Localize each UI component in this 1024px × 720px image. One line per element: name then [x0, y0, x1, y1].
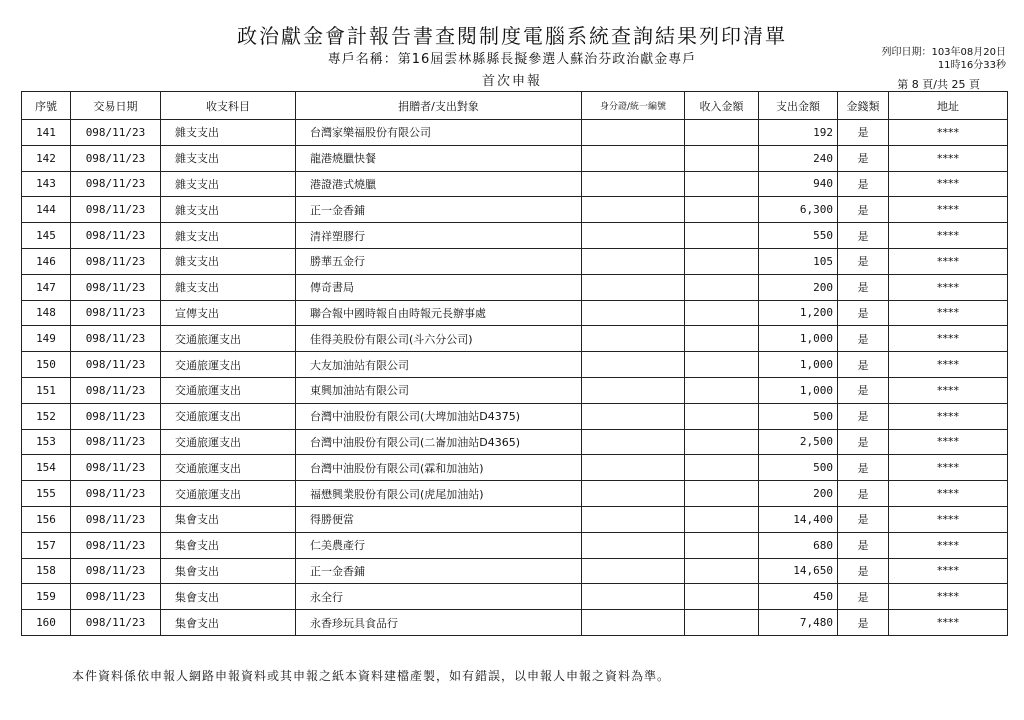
cell-money-type: 是: [838, 481, 889, 507]
cell-payee: 大友加油站有限公司: [296, 352, 582, 378]
cell-income: [685, 300, 759, 326]
cell-payee: 福懋興業股份有限公司(虎尾加油站): [296, 481, 582, 507]
cell-no: 141: [22, 120, 71, 146]
cell-date: 098/11/23: [71, 610, 161, 636]
cell-expense: 500: [759, 403, 838, 429]
cell-date: 098/11/23: [71, 455, 161, 481]
table-row: [22, 558, 1008, 584]
cell-income: [685, 481, 759, 507]
cell-id: [582, 377, 685, 403]
col-header-category: 收支科目: [161, 92, 296, 120]
cell-address: ****: [889, 610, 1008, 636]
cell-category: 交通旅運支出: [161, 429, 296, 455]
cell-category: 雜支支出: [161, 145, 296, 171]
cell-category: 宣傳支出: [161, 300, 296, 326]
cell-income: [685, 274, 759, 300]
cell-expense: 680: [759, 532, 838, 558]
cell-category: 雜支支出: [161, 120, 296, 146]
cell-payee: 台灣家樂福股份有限公司: [296, 120, 582, 146]
table-row: [22, 171, 1008, 197]
table-row: [22, 197, 1008, 223]
cell-money-type: 是: [838, 584, 889, 610]
cell-category: 交通旅運支出: [161, 403, 296, 429]
cell-address: ****: [889, 274, 1008, 300]
cell-id: [582, 584, 685, 610]
cell-no: 148: [22, 300, 71, 326]
cell-income: [685, 455, 759, 481]
cell-payee: 得勝便當: [296, 506, 582, 532]
table-row: [22, 352, 1008, 378]
transactions-table: [21, 91, 1008, 636]
cell-date: 098/11/23: [71, 506, 161, 532]
cell-id: [582, 120, 685, 146]
table-row: [22, 403, 1008, 429]
cell-expense: 1,000: [759, 326, 838, 352]
cell-income: [685, 248, 759, 274]
cell-date: 098/11/23: [71, 248, 161, 274]
cell-date: 098/11/23: [71, 197, 161, 223]
cell-category: 集會支出: [161, 532, 296, 558]
col-header-money-type: 金錢類: [838, 92, 889, 120]
cell-address: ****: [889, 120, 1008, 146]
table-header-row: [22, 92, 1008, 120]
cell-payee: 仁美農產行: [296, 532, 582, 558]
cell-no: 160: [22, 610, 71, 636]
cell-payee: 台灣中油股份有限公司(大埤加油站D4375): [296, 403, 582, 429]
print-date-line2: 11時16分33秒: [937, 60, 1006, 71]
cell-payee: 勝華五金行: [296, 248, 582, 274]
cell-id: [582, 532, 685, 558]
cell-category: 交通旅運支出: [161, 352, 296, 378]
cell-payee: 正一金香鋪: [296, 197, 582, 223]
cell-money-type: 是: [838, 403, 889, 429]
cell-no: 156: [22, 506, 71, 532]
cell-date: 098/11/23: [71, 532, 161, 558]
cell-no: 145: [22, 223, 71, 249]
cell-category: 雜支支出: [161, 171, 296, 197]
cell-expense: 192: [759, 120, 838, 146]
cell-address: ****: [889, 145, 1008, 171]
account-name: 專戶名稱：第16屆雲林縣縣長擬參選人蘇治芬政治獻金專戶: [327, 52, 697, 67]
cell-expense: 6,300: [759, 197, 838, 223]
cell-expense: 940: [759, 171, 838, 197]
cell-expense: 1,000: [759, 352, 838, 378]
col-header-id: 身分證/統一編號: [582, 92, 685, 120]
cell-id: [582, 455, 685, 481]
cell-address: ****: [889, 455, 1008, 481]
cell-no: 153: [22, 429, 71, 455]
cell-money-type: 是: [838, 197, 889, 223]
col-header-income: 收入金額: [685, 92, 759, 120]
cell-date: 098/11/23: [71, 558, 161, 584]
cell-payee: 聯合報中國時報自由時報元長辦事處: [296, 300, 582, 326]
cell-income: [685, 223, 759, 249]
cell-income: [685, 610, 759, 636]
cell-address: ****: [889, 197, 1008, 223]
cell-category: 交通旅運支出: [161, 377, 296, 403]
cell-money-type: 是: [838, 532, 889, 558]
cell-money-type: 是: [838, 506, 889, 532]
cell-id: [582, 352, 685, 378]
table-row: [22, 481, 1008, 507]
table-row: [22, 300, 1008, 326]
cell-payee: 佳得美股份有限公司(斗六分公司): [296, 326, 582, 352]
cell-income: [685, 120, 759, 146]
cell-money-type: 是: [838, 171, 889, 197]
col-header-no: 序號: [22, 92, 71, 120]
cell-expense: 500: [759, 455, 838, 481]
cell-expense: 105: [759, 248, 838, 274]
cell-category: 雜支支出: [161, 197, 296, 223]
col-header-date: 交易日期: [71, 92, 161, 120]
cell-expense: 7,480: [759, 610, 838, 636]
cell-income: [685, 584, 759, 610]
table-row: [22, 274, 1008, 300]
cell-address: ****: [889, 403, 1008, 429]
cell-money-type: 是: [838, 326, 889, 352]
cell-category: 雜支支出: [161, 223, 296, 249]
cell-address: ****: [889, 171, 1008, 197]
footer-note: 本件資料係依申報人網路申報資料或其申報之紙本資料建檔產製，如有錯誤，以申報人申報之資料為準。: [72, 669, 671, 683]
report-type: 首次申報: [481, 74, 542, 89]
cell-income: [685, 171, 759, 197]
cell-date: 098/11/23: [71, 377, 161, 403]
cell-income: [685, 506, 759, 532]
cell-money-type: 是: [838, 300, 889, 326]
cell-no: 157: [22, 532, 71, 558]
cell-income: [685, 352, 759, 378]
cell-income: [685, 532, 759, 558]
cell-money-type: 是: [838, 455, 889, 481]
cell-category: 雜支支出: [161, 248, 296, 274]
cell-money-type: 是: [838, 274, 889, 300]
col-header-payee: 捐贈者/支出對象: [296, 92, 582, 120]
cell-income: [685, 145, 759, 171]
cell-expense: 1,000: [759, 377, 838, 403]
cell-date: 098/11/23: [71, 223, 161, 249]
cell-expense: 450: [759, 584, 838, 610]
cell-address: ****: [889, 481, 1008, 507]
cell-payee: 傳奇書局: [296, 274, 582, 300]
cell-address: ****: [889, 532, 1008, 558]
cell-category: 雜支支出: [161, 274, 296, 300]
cell-money-type: 是: [838, 248, 889, 274]
cell-address: ****: [889, 248, 1008, 274]
cell-id: [582, 481, 685, 507]
cell-expense: 550: [759, 223, 838, 249]
cell-money-type: 是: [838, 223, 889, 249]
table-row: [22, 326, 1008, 352]
cell-payee: 永香珍玩具食品行: [296, 610, 582, 636]
table-row: [22, 610, 1008, 636]
cell-expense: 200: [759, 274, 838, 300]
print-date-line1: 列印日期：103年08月20日: [881, 47, 1006, 58]
cell-payee: 清祥塑膠行: [296, 223, 582, 249]
cell-no: 144: [22, 197, 71, 223]
cell-payee: 正一金香鋪: [296, 558, 582, 584]
table-row: [22, 532, 1008, 558]
cell-no: 152: [22, 403, 71, 429]
cell-date: 098/11/23: [71, 429, 161, 455]
cell-no: 151: [22, 377, 71, 403]
cell-address: ****: [889, 223, 1008, 249]
cell-category: 交通旅運支出: [161, 481, 296, 507]
cell-date: 098/11/23: [71, 403, 161, 429]
table-row: [22, 506, 1008, 532]
cell-address: ****: [889, 506, 1008, 532]
cell-no: 146: [22, 248, 71, 274]
cell-address: ****: [889, 584, 1008, 610]
cell-date: 098/11/23: [71, 481, 161, 507]
cell-id: [582, 223, 685, 249]
cell-payee: 東興加油站有限公司: [296, 377, 582, 403]
cell-id: [582, 145, 685, 171]
cell-income: [685, 403, 759, 429]
cell-no: 142: [22, 145, 71, 171]
cell-address: ****: [889, 300, 1008, 326]
cell-category: 交通旅運支出: [161, 455, 296, 481]
col-header-expense: 支出金額: [759, 92, 838, 120]
cell-expense: 200: [759, 481, 838, 507]
cell-money-type: 是: [838, 120, 889, 146]
cell-id: [582, 248, 685, 274]
table-row: [22, 429, 1008, 455]
cell-id: [582, 429, 685, 455]
cell-money-type: 是: [838, 352, 889, 378]
print-date: [881, 46, 1006, 72]
cell-no: 147: [22, 274, 71, 300]
cell-income: [685, 558, 759, 584]
cell-money-type: 是: [838, 558, 889, 584]
cell-address: ****: [889, 558, 1008, 584]
table-row: [22, 248, 1008, 274]
table-row: [22, 120, 1008, 146]
cell-category: 集會支出: [161, 506, 296, 532]
cell-no: 159: [22, 584, 71, 610]
cell-income: [685, 429, 759, 455]
page-info: 第 8 頁/共 25 頁: [897, 78, 980, 91]
cell-address: ****: [889, 352, 1008, 378]
cell-no: 149: [22, 326, 71, 352]
cell-no: 143: [22, 171, 71, 197]
cell-money-type: 是: [838, 145, 889, 171]
cell-payee: 龍港燒臘快餐: [296, 145, 582, 171]
cell-no: 158: [22, 558, 71, 584]
cell-no: 154: [22, 455, 71, 481]
cell-id: [582, 274, 685, 300]
cell-expense: 1,200: [759, 300, 838, 326]
cell-address: ****: [889, 377, 1008, 403]
cell-payee: 港證港式燒臘: [296, 171, 582, 197]
cell-id: [582, 610, 685, 636]
cell-category: 交通旅運支出: [161, 326, 296, 352]
table-row: [22, 455, 1008, 481]
cell-income: [685, 377, 759, 403]
cell-money-type: 是: [838, 377, 889, 403]
cell-income: [685, 326, 759, 352]
cell-address: ****: [889, 326, 1008, 352]
cell-address: ****: [889, 429, 1008, 455]
table-row: [22, 145, 1008, 171]
cell-date: 098/11/23: [71, 145, 161, 171]
cell-category: 集會支出: [161, 558, 296, 584]
cell-id: [582, 403, 685, 429]
cell-category: 集會支出: [161, 610, 296, 636]
table-row: [22, 223, 1008, 249]
cell-payee: 台灣中油股份有限公司(二崙加油站D4365): [296, 429, 582, 455]
cell-income: [685, 197, 759, 223]
cell-money-type: 是: [838, 429, 889, 455]
cell-date: 098/11/23: [71, 274, 161, 300]
document-title: 政治獻金會計報告書查閱制度電腦系統查詢結果列印清單: [237, 24, 787, 48]
cell-id: [582, 300, 685, 326]
cell-date: 098/11/23: [71, 326, 161, 352]
table-row: [22, 584, 1008, 610]
cell-id: [582, 197, 685, 223]
table-row: [22, 377, 1008, 403]
cell-date: 098/11/23: [71, 352, 161, 378]
cell-id: [582, 171, 685, 197]
cell-date: 098/11/23: [71, 171, 161, 197]
cell-expense: 14,650: [759, 558, 838, 584]
cell-no: 155: [22, 481, 71, 507]
cell-date: 098/11/23: [71, 584, 161, 610]
cell-payee: 永全行: [296, 584, 582, 610]
cell-expense: 240: [759, 145, 838, 171]
cell-id: [582, 506, 685, 532]
cell-id: [582, 558, 685, 584]
cell-expense: 2,500: [759, 429, 838, 455]
cell-expense: 14,400: [759, 506, 838, 532]
cell-date: 098/11/23: [71, 300, 161, 326]
cell-no: 150: [22, 352, 71, 378]
col-header-address: 地址: [889, 92, 1008, 120]
cell-id: [582, 326, 685, 352]
cell-date: 098/11/23: [71, 120, 161, 146]
cell-category: 集會支出: [161, 584, 296, 610]
cell-money-type: 是: [838, 610, 889, 636]
cell-payee: 台灣中油股份有限公司(霖和加油站): [296, 455, 582, 481]
